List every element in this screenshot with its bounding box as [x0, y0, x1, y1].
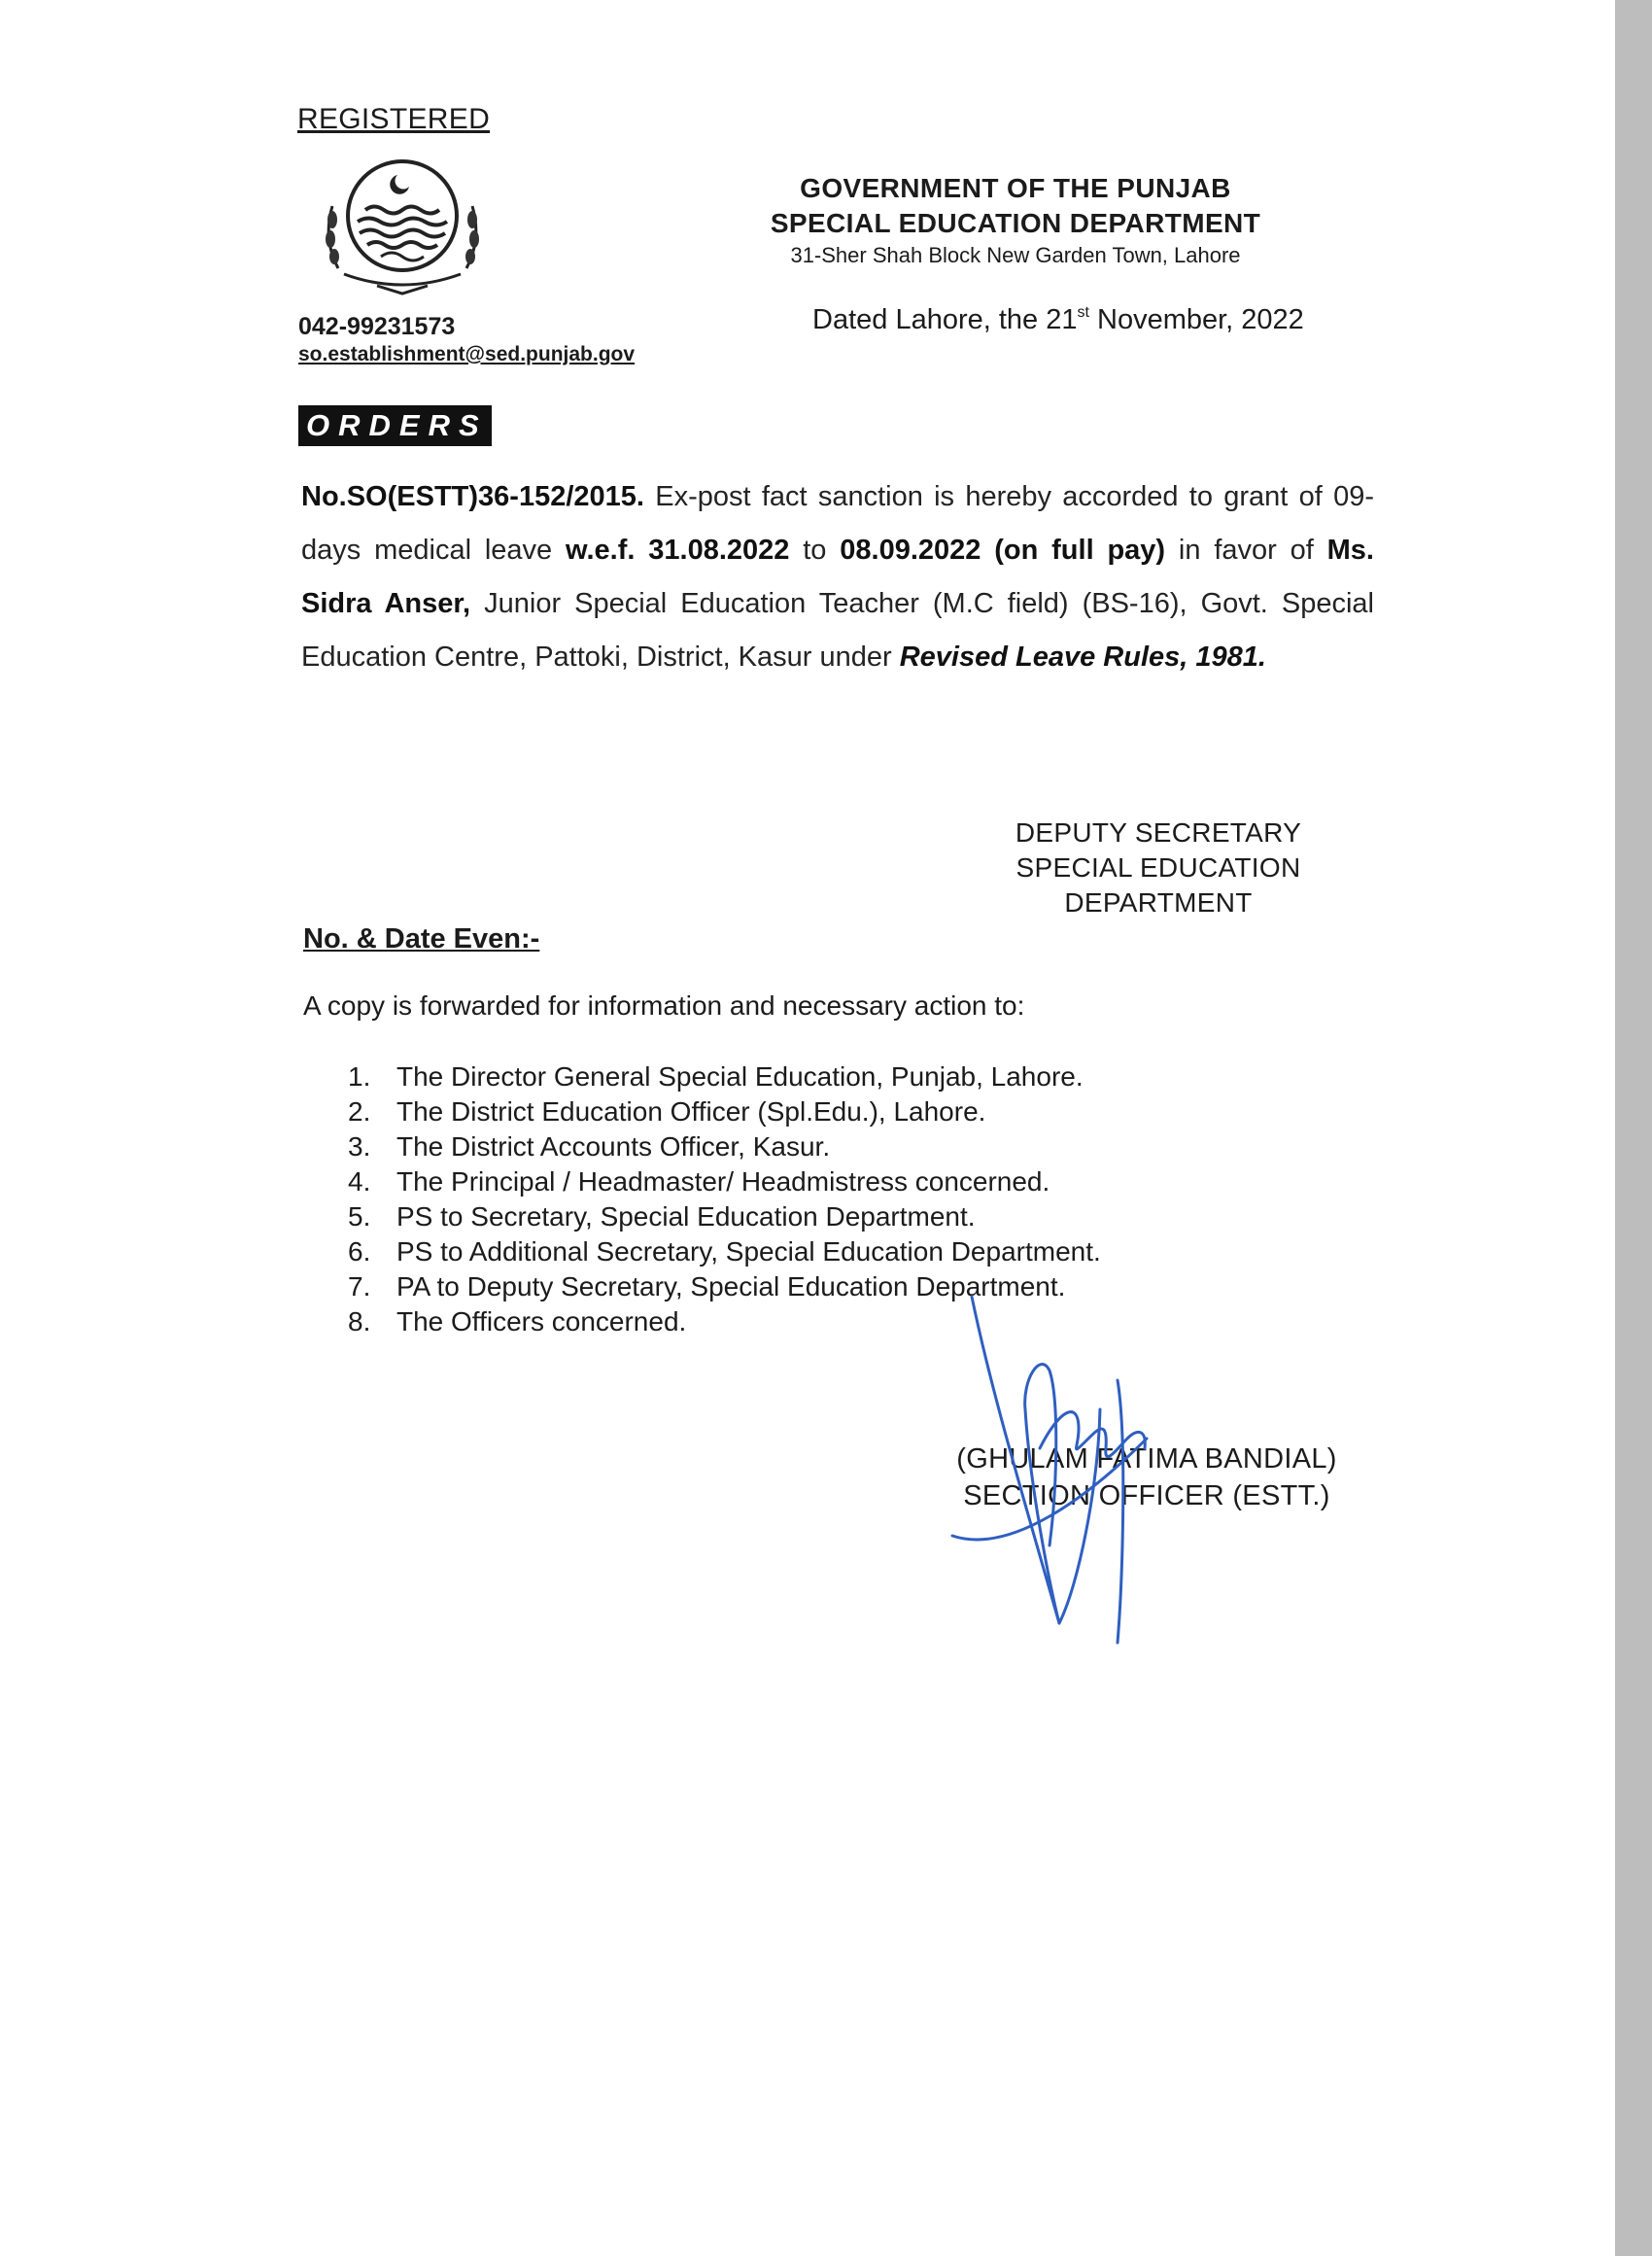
deputy-secretary-block: DEPUTY SECRETARY SPECIAL EDUCATION DEPARTMENT — [1015, 817, 1302, 918]
email-link[interactable]: so.establishment@sed.punjab.gov — [298, 343, 636, 365]
officer-title: SECTION OFFICER (ESTT.) — [963, 1480, 1330, 1511]
signature-icon — [933, 1293, 1186, 1652]
orders-heading: ORDERS — [298, 405, 492, 446]
list-item: 8. The Officers concerned. — [348, 1306, 687, 1336]
letterhead-header — [739, 171, 1292, 270]
list-item: 4. The Principal / Headmaster/ Headmistress concerned. — [348, 1166, 1050, 1197]
list-item: 7. PA to Deputy Secretary, Special Education Department. — [348, 1271, 1066, 1302]
registered-label: REGISTERED — [297, 103, 491, 135]
copy-intro: A copy is forwarded for information and necessary action to: — [303, 990, 1025, 1021]
order-body: No.SO(ESTT)36-152/2015. Ex-post fact sanction is hereby accorded to grant of 09-days medical leave w.e.f. 31.08.2022 to 08.09.2022 (on full pay) in favor of Ms. Sidra Anser, Junior Special Education Teacher (M.C field) (BS-16), Govt. Special Education Centre, Pattoki, District, Kasur under Revised Leave Rules, 1981. — [301, 481, 1374, 673]
punjab-emblem-icon — [309, 152, 496, 297]
government-title: GOVERNMENT OF THE PUNJAB — [800, 173, 1231, 203]
department-title: SPECIAL EDUCATION DEPARTMENT — [770, 208, 1261, 238]
no-date-even: No. & Date Even:- — [303, 923, 540, 954]
list-item: 3. The District Accounts Officer, Kasur. — [348, 1131, 831, 1162]
department-address: 31-Sher Shah Block New Garden Town, Lahore — [790, 243, 1241, 267]
list-item: 2. The District Education Officer (Spl.Edu.), Lahore. — [348, 1096, 986, 1127]
list-item: 6. PS to Additional Secretary, Special Education Department. — [348, 1236, 1101, 1267]
list-item: 1. The Director General Special Education, Punjab, Lahore. — [348, 1061, 1084, 1092]
list-item: 5. PS to Secretary, Special Education Department. — [348, 1201, 976, 1232]
dated-line: Dated Lahore, the 21st November, 2022 — [812, 304, 1304, 335]
phone-number: 042-99231573 — [298, 313, 456, 340]
officer-name: (GHULAM FATIMA BANDIAL) — [956, 1443, 1337, 1475]
